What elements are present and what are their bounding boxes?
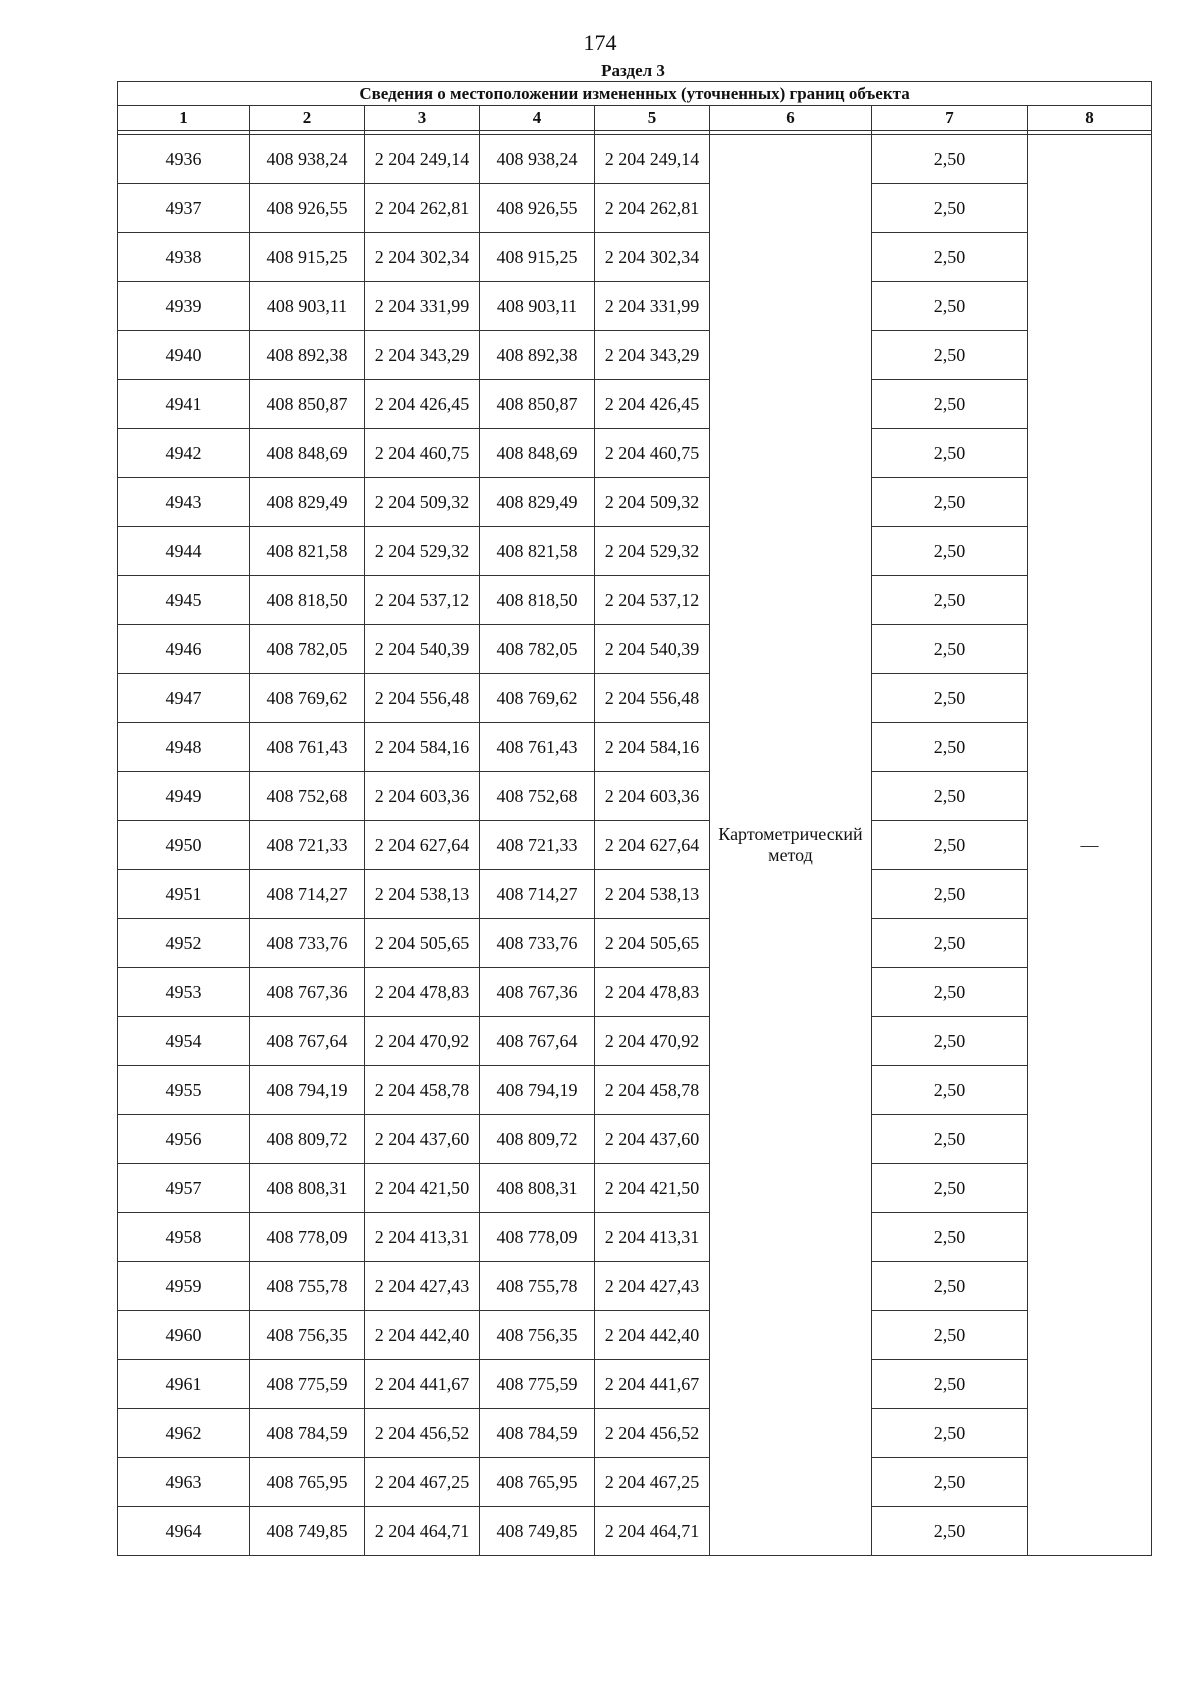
table-row <box>118 527 1152 576</box>
x-coordinate-cell: 408 756,35 <box>250 1311 365 1360</box>
y-new-coordinate-cell: 2 204 467,25 <box>595 1458 710 1507</box>
y-new-coordinate-cell: 2 204 584,16 <box>595 723 710 772</box>
y-coordinate-cell: 2 204 478,83 <box>365 968 480 1017</box>
point-number-cell: 4962 <box>118 1409 250 1458</box>
accuracy-cell: 2,50 <box>872 1213 1028 1262</box>
accuracy-cell: 2,50 <box>872 1017 1028 1066</box>
accuracy-cell: 2,50 <box>872 968 1028 1017</box>
x-new-coordinate-cell: 408 829,49 <box>480 478 595 527</box>
accuracy-cell: 2,50 <box>872 184 1028 233</box>
y-new-coordinate-cell: 2 204 603,36 <box>595 772 710 821</box>
y-new-coordinate-cell: 2 204 437,60 <box>595 1115 710 1164</box>
accuracy-cell: 2,50 <box>872 674 1028 723</box>
accuracy-cell: 2,50 <box>872 1409 1028 1458</box>
column-number: 5 <box>595 106 710 131</box>
y-new-coordinate-cell: 2 204 509,32 <box>595 478 710 527</box>
point-number-cell: 4948 <box>118 723 250 772</box>
point-number-cell: 4947 <box>118 674 250 723</box>
x-new-coordinate-cell: 408 769,62 <box>480 674 595 723</box>
y-coordinate-cell: 2 204 540,39 <box>365 625 480 674</box>
y-new-coordinate-cell: 2 204 458,78 <box>595 1066 710 1115</box>
y-coordinate-cell: 2 204 426,45 <box>365 380 480 429</box>
x-new-coordinate-cell: 408 915,25 <box>480 233 595 282</box>
table-row <box>118 380 1152 429</box>
x-coordinate-cell: 408 808,31 <box>250 1164 365 1213</box>
point-number-cell: 4949 <box>118 772 250 821</box>
y-new-coordinate-cell: 2 204 343,29 <box>595 331 710 380</box>
x-new-coordinate-cell: 408 850,87 <box>480 380 595 429</box>
x-new-coordinate-cell: 408 752,68 <box>480 772 595 821</box>
point-number-cell: 4937 <box>118 184 250 233</box>
y-new-coordinate-cell: 2 204 478,83 <box>595 968 710 1017</box>
table-row <box>118 1360 1152 1409</box>
x-new-coordinate-cell: 408 761,43 <box>480 723 595 772</box>
x-new-coordinate-cell: 408 794,19 <box>480 1066 595 1115</box>
y-new-coordinate-cell: 2 204 413,31 <box>595 1213 710 1262</box>
y-coordinate-cell: 2 204 458,78 <box>365 1066 480 1115</box>
x-new-coordinate-cell: 408 818,50 <box>480 576 595 625</box>
point-number-cell: 4945 <box>118 576 250 625</box>
x-new-coordinate-cell: 408 755,78 <box>480 1262 595 1311</box>
y-new-coordinate-cell: 2 204 556,48 <box>595 674 710 723</box>
coordinates-table <box>117 81 1152 1556</box>
y-coordinate-cell: 2 204 302,34 <box>365 233 480 282</box>
column-number: 4 <box>480 106 595 131</box>
point-number-cell: 4963 <box>118 1458 250 1507</box>
accuracy-cell: 2,50 <box>872 1262 1028 1311</box>
point-number-cell: 4951 <box>118 870 250 919</box>
note-cell: — <box>1028 135 1152 1556</box>
accuracy-cell: 2,50 <box>872 478 1028 527</box>
accuracy-cell: 2,50 <box>872 821 1028 870</box>
y-new-coordinate-cell: 2 204 427,43 <box>595 1262 710 1311</box>
table-row <box>118 1115 1152 1164</box>
accuracy-cell: 2,50 <box>872 282 1028 331</box>
y-coordinate-cell: 2 204 537,12 <box>365 576 480 625</box>
y-new-coordinate-cell: 2 204 470,92 <box>595 1017 710 1066</box>
method-cell: Картометрический метод <box>710 135 872 1556</box>
table-row <box>118 135 1152 184</box>
y-new-coordinate-cell: 2 204 426,45 <box>595 380 710 429</box>
x-coordinate-cell: 408 915,25 <box>250 233 365 282</box>
point-number-cell: 4939 <box>118 282 250 331</box>
point-number-cell: 4952 <box>118 919 250 968</box>
point-number-cell: 4950 <box>118 821 250 870</box>
y-coordinate-cell: 2 204 249,14 <box>365 135 480 184</box>
y-coordinate-cell: 2 204 331,99 <box>365 282 480 331</box>
y-coordinate-cell: 2 204 464,71 <box>365 1507 480 1556</box>
table-row <box>118 821 1152 870</box>
table-row <box>118 1409 1152 1458</box>
accuracy-cell: 2,50 <box>872 331 1028 380</box>
page-number: 174 <box>583 30 617 55</box>
y-coordinate-cell: 2 204 467,25 <box>365 1458 480 1507</box>
table-row <box>118 968 1152 1017</box>
x-new-coordinate-cell: 408 821,58 <box>480 527 595 576</box>
table-row <box>118 233 1152 282</box>
y-coordinate-cell: 2 204 427,43 <box>365 1262 480 1311</box>
table-row <box>118 331 1152 380</box>
x-coordinate-cell: 408 755,78 <box>250 1262 365 1311</box>
x-coordinate-cell: 408 850,87 <box>250 380 365 429</box>
x-coordinate-cell: 408 848,69 <box>250 429 365 478</box>
accuracy-cell: 2,50 <box>872 1458 1028 1507</box>
accuracy-cell: 2,50 <box>872 429 1028 478</box>
x-new-coordinate-cell: 408 714,27 <box>480 870 595 919</box>
accuracy-cell: 2,50 <box>872 1066 1028 1115</box>
table-caption: Сведения о местоположении измененных (уточненных) границ объекта <box>118 82 1152 106</box>
y-new-coordinate-cell: 2 204 538,13 <box>595 870 710 919</box>
accuracy-cell: 2,50 <box>872 625 1028 674</box>
column-number: 3 <box>365 106 480 131</box>
y-new-coordinate-cell: 2 204 529,32 <box>595 527 710 576</box>
accuracy-cell: 2,50 <box>872 233 1028 282</box>
point-number-cell: 4955 <box>118 1066 250 1115</box>
y-new-coordinate-cell: 2 204 505,65 <box>595 919 710 968</box>
y-coordinate-cell: 2 204 627,64 <box>365 821 480 870</box>
y-coordinate-cell: 2 204 505,65 <box>365 919 480 968</box>
y-new-coordinate-cell: 2 204 460,75 <box>595 429 710 478</box>
y-coordinate-cell: 2 204 603,36 <box>365 772 480 821</box>
x-coordinate-cell: 408 778,09 <box>250 1213 365 1262</box>
x-coordinate-cell: 408 749,85 <box>250 1507 365 1556</box>
accuracy-cell: 2,50 <box>872 1311 1028 1360</box>
x-new-coordinate-cell: 408 808,31 <box>480 1164 595 1213</box>
y-coordinate-cell: 2 204 437,60 <box>365 1115 480 1164</box>
y-coordinate-cell: 2 204 343,29 <box>365 331 480 380</box>
accuracy-cell: 2,50 <box>872 135 1028 184</box>
x-coordinate-cell: 408 809,72 <box>250 1115 365 1164</box>
table-row <box>118 1017 1152 1066</box>
x-coordinate-cell: 408 752,68 <box>250 772 365 821</box>
y-new-coordinate-cell: 2 204 302,34 <box>595 233 710 282</box>
y-new-coordinate-cell: 2 204 441,67 <box>595 1360 710 1409</box>
accuracy-cell: 2,50 <box>872 1507 1028 1556</box>
y-new-coordinate-cell: 2 204 456,52 <box>595 1409 710 1458</box>
accuracy-cell: 2,50 <box>872 380 1028 429</box>
y-coordinate-cell: 2 204 584,16 <box>365 723 480 772</box>
y-coordinate-cell: 2 204 413,31 <box>365 1213 480 1262</box>
table-row <box>118 1311 1152 1360</box>
y-coordinate-cell: 2 204 509,32 <box>365 478 480 527</box>
x-coordinate-cell: 408 733,76 <box>250 919 365 968</box>
table-row <box>118 870 1152 919</box>
x-new-coordinate-cell: 408 767,36 <box>480 968 595 1017</box>
accuracy-cell: 2,50 <box>872 870 1028 919</box>
x-coordinate-cell: 408 938,24 <box>250 135 365 184</box>
point-number-cell: 4953 <box>118 968 250 1017</box>
x-new-coordinate-cell: 408 733,76 <box>480 919 595 968</box>
table-row <box>118 772 1152 821</box>
x-coordinate-cell: 408 794,19 <box>250 1066 365 1115</box>
point-number-cell: 4938 <box>118 233 250 282</box>
table-row <box>118 919 1152 968</box>
y-coordinate-cell: 2 204 556,48 <box>365 674 480 723</box>
table-row <box>118 1164 1152 1213</box>
x-new-coordinate-cell: 408 809,72 <box>480 1115 595 1164</box>
y-new-coordinate-cell: 2 204 537,12 <box>595 576 710 625</box>
x-new-coordinate-cell: 408 775,59 <box>480 1360 595 1409</box>
y-new-coordinate-cell: 2 204 262,81 <box>595 184 710 233</box>
point-number-cell: 4941 <box>118 380 250 429</box>
point-number-cell: 4958 <box>118 1213 250 1262</box>
y-coordinate-cell: 2 204 262,81 <box>365 184 480 233</box>
accuracy-cell: 2,50 <box>872 576 1028 625</box>
y-coordinate-cell: 2 204 442,40 <box>365 1311 480 1360</box>
point-number-cell: 4944 <box>118 527 250 576</box>
section-title: Раздел 3 <box>601 61 665 80</box>
accuracy-cell: 2,50 <box>872 919 1028 968</box>
table-row <box>118 1066 1152 1115</box>
column-number: 2 <box>250 106 365 131</box>
y-new-coordinate-cell: 2 204 464,71 <box>595 1507 710 1556</box>
x-new-coordinate-cell: 408 749,85 <box>480 1507 595 1556</box>
accuracy-cell: 2,50 <box>872 527 1028 576</box>
table-row <box>118 723 1152 772</box>
x-coordinate-cell: 408 761,43 <box>250 723 365 772</box>
y-coordinate-cell: 2 204 456,52 <box>365 1409 480 1458</box>
table-row <box>118 478 1152 527</box>
x-new-coordinate-cell: 408 784,59 <box>480 1409 595 1458</box>
x-coordinate-cell: 408 721,33 <box>250 821 365 870</box>
y-coordinate-cell: 2 204 460,75 <box>365 429 480 478</box>
y-new-coordinate-cell: 2 204 627,64 <box>595 821 710 870</box>
x-coordinate-cell: 408 769,62 <box>250 674 365 723</box>
y-coordinate-cell: 2 204 538,13 <box>365 870 480 919</box>
point-number-cell: 4959 <box>118 1262 250 1311</box>
point-number-cell: 4964 <box>118 1507 250 1556</box>
x-coordinate-cell: 408 821,58 <box>250 527 365 576</box>
x-new-coordinate-cell: 408 778,09 <box>480 1213 595 1262</box>
point-number-cell: 4961 <box>118 1360 250 1409</box>
point-number-cell: 4954 <box>118 1017 250 1066</box>
y-new-coordinate-cell: 2 204 331,99 <box>595 282 710 331</box>
table-row <box>118 429 1152 478</box>
x-new-coordinate-cell: 408 926,55 <box>480 184 595 233</box>
x-new-coordinate-cell: 408 938,24 <box>480 135 595 184</box>
column-number: 7 <box>872 106 1028 131</box>
x-new-coordinate-cell: 408 721,33 <box>480 821 595 870</box>
x-coordinate-cell: 408 926,55 <box>250 184 365 233</box>
point-number-cell: 4943 <box>118 478 250 527</box>
x-coordinate-cell: 408 775,59 <box>250 1360 365 1409</box>
point-number-cell: 4936 <box>118 135 250 184</box>
column-number: 8 <box>1028 106 1152 131</box>
point-number-cell: 4942 <box>118 429 250 478</box>
x-coordinate-cell: 408 782,05 <box>250 625 365 674</box>
x-coordinate-cell: 408 784,59 <box>250 1409 365 1458</box>
x-coordinate-cell: 408 892,38 <box>250 331 365 380</box>
y-coordinate-cell: 2 204 529,32 <box>365 527 480 576</box>
table-row <box>118 674 1152 723</box>
accuracy-cell: 2,50 <box>872 1115 1028 1164</box>
accuracy-cell: 2,50 <box>872 772 1028 821</box>
point-number-cell: 4956 <box>118 1115 250 1164</box>
x-coordinate-cell: 408 829,49 <box>250 478 365 527</box>
x-coordinate-cell: 408 767,64 <box>250 1017 365 1066</box>
x-coordinate-cell: 408 767,36 <box>250 968 365 1017</box>
x-new-coordinate-cell: 408 765,95 <box>480 1458 595 1507</box>
point-number-cell: 4940 <box>118 331 250 380</box>
x-coordinate-cell: 408 903,11 <box>250 282 365 331</box>
point-number-cell: 4960 <box>118 1311 250 1360</box>
point-number-cell: 4957 <box>118 1164 250 1213</box>
accuracy-cell: 2,50 <box>872 1164 1028 1213</box>
point-number-cell: 4946 <box>118 625 250 674</box>
table-row <box>118 1507 1152 1556</box>
y-coordinate-cell: 2 204 441,67 <box>365 1360 480 1409</box>
table-row <box>118 1458 1152 1507</box>
x-new-coordinate-cell: 408 756,35 <box>480 1311 595 1360</box>
column-number: 6 <box>710 106 872 131</box>
table-row <box>118 282 1152 331</box>
accuracy-cell: 2,50 <box>872 723 1028 772</box>
x-new-coordinate-cell: 408 848,69 <box>480 429 595 478</box>
x-new-coordinate-cell: 408 903,11 <box>480 282 595 331</box>
x-new-coordinate-cell: 408 767,64 <box>480 1017 595 1066</box>
table-row <box>118 184 1152 233</box>
y-coordinate-cell: 2 204 421,50 <box>365 1164 480 1213</box>
x-coordinate-cell: 408 765,95 <box>250 1458 365 1507</box>
table-row <box>118 1262 1152 1311</box>
table-row <box>118 625 1152 674</box>
x-new-coordinate-cell: 408 892,38 <box>480 331 595 380</box>
y-coordinate-cell: 2 204 470,92 <box>365 1017 480 1066</box>
y-new-coordinate-cell: 2 204 540,39 <box>595 625 710 674</box>
y-new-coordinate-cell: 2 204 249,14 <box>595 135 710 184</box>
x-coordinate-cell: 408 714,27 <box>250 870 365 919</box>
accuracy-cell: 2,50 <box>872 1360 1028 1409</box>
column-number: 1 <box>118 106 250 131</box>
x-coordinate-cell: 408 818,50 <box>250 576 365 625</box>
y-new-coordinate-cell: 2 204 421,50 <box>595 1164 710 1213</box>
x-new-coordinate-cell: 408 782,05 <box>480 625 595 674</box>
y-new-coordinate-cell: 2 204 442,40 <box>595 1311 710 1360</box>
table-row <box>118 1213 1152 1262</box>
table-row <box>118 576 1152 625</box>
